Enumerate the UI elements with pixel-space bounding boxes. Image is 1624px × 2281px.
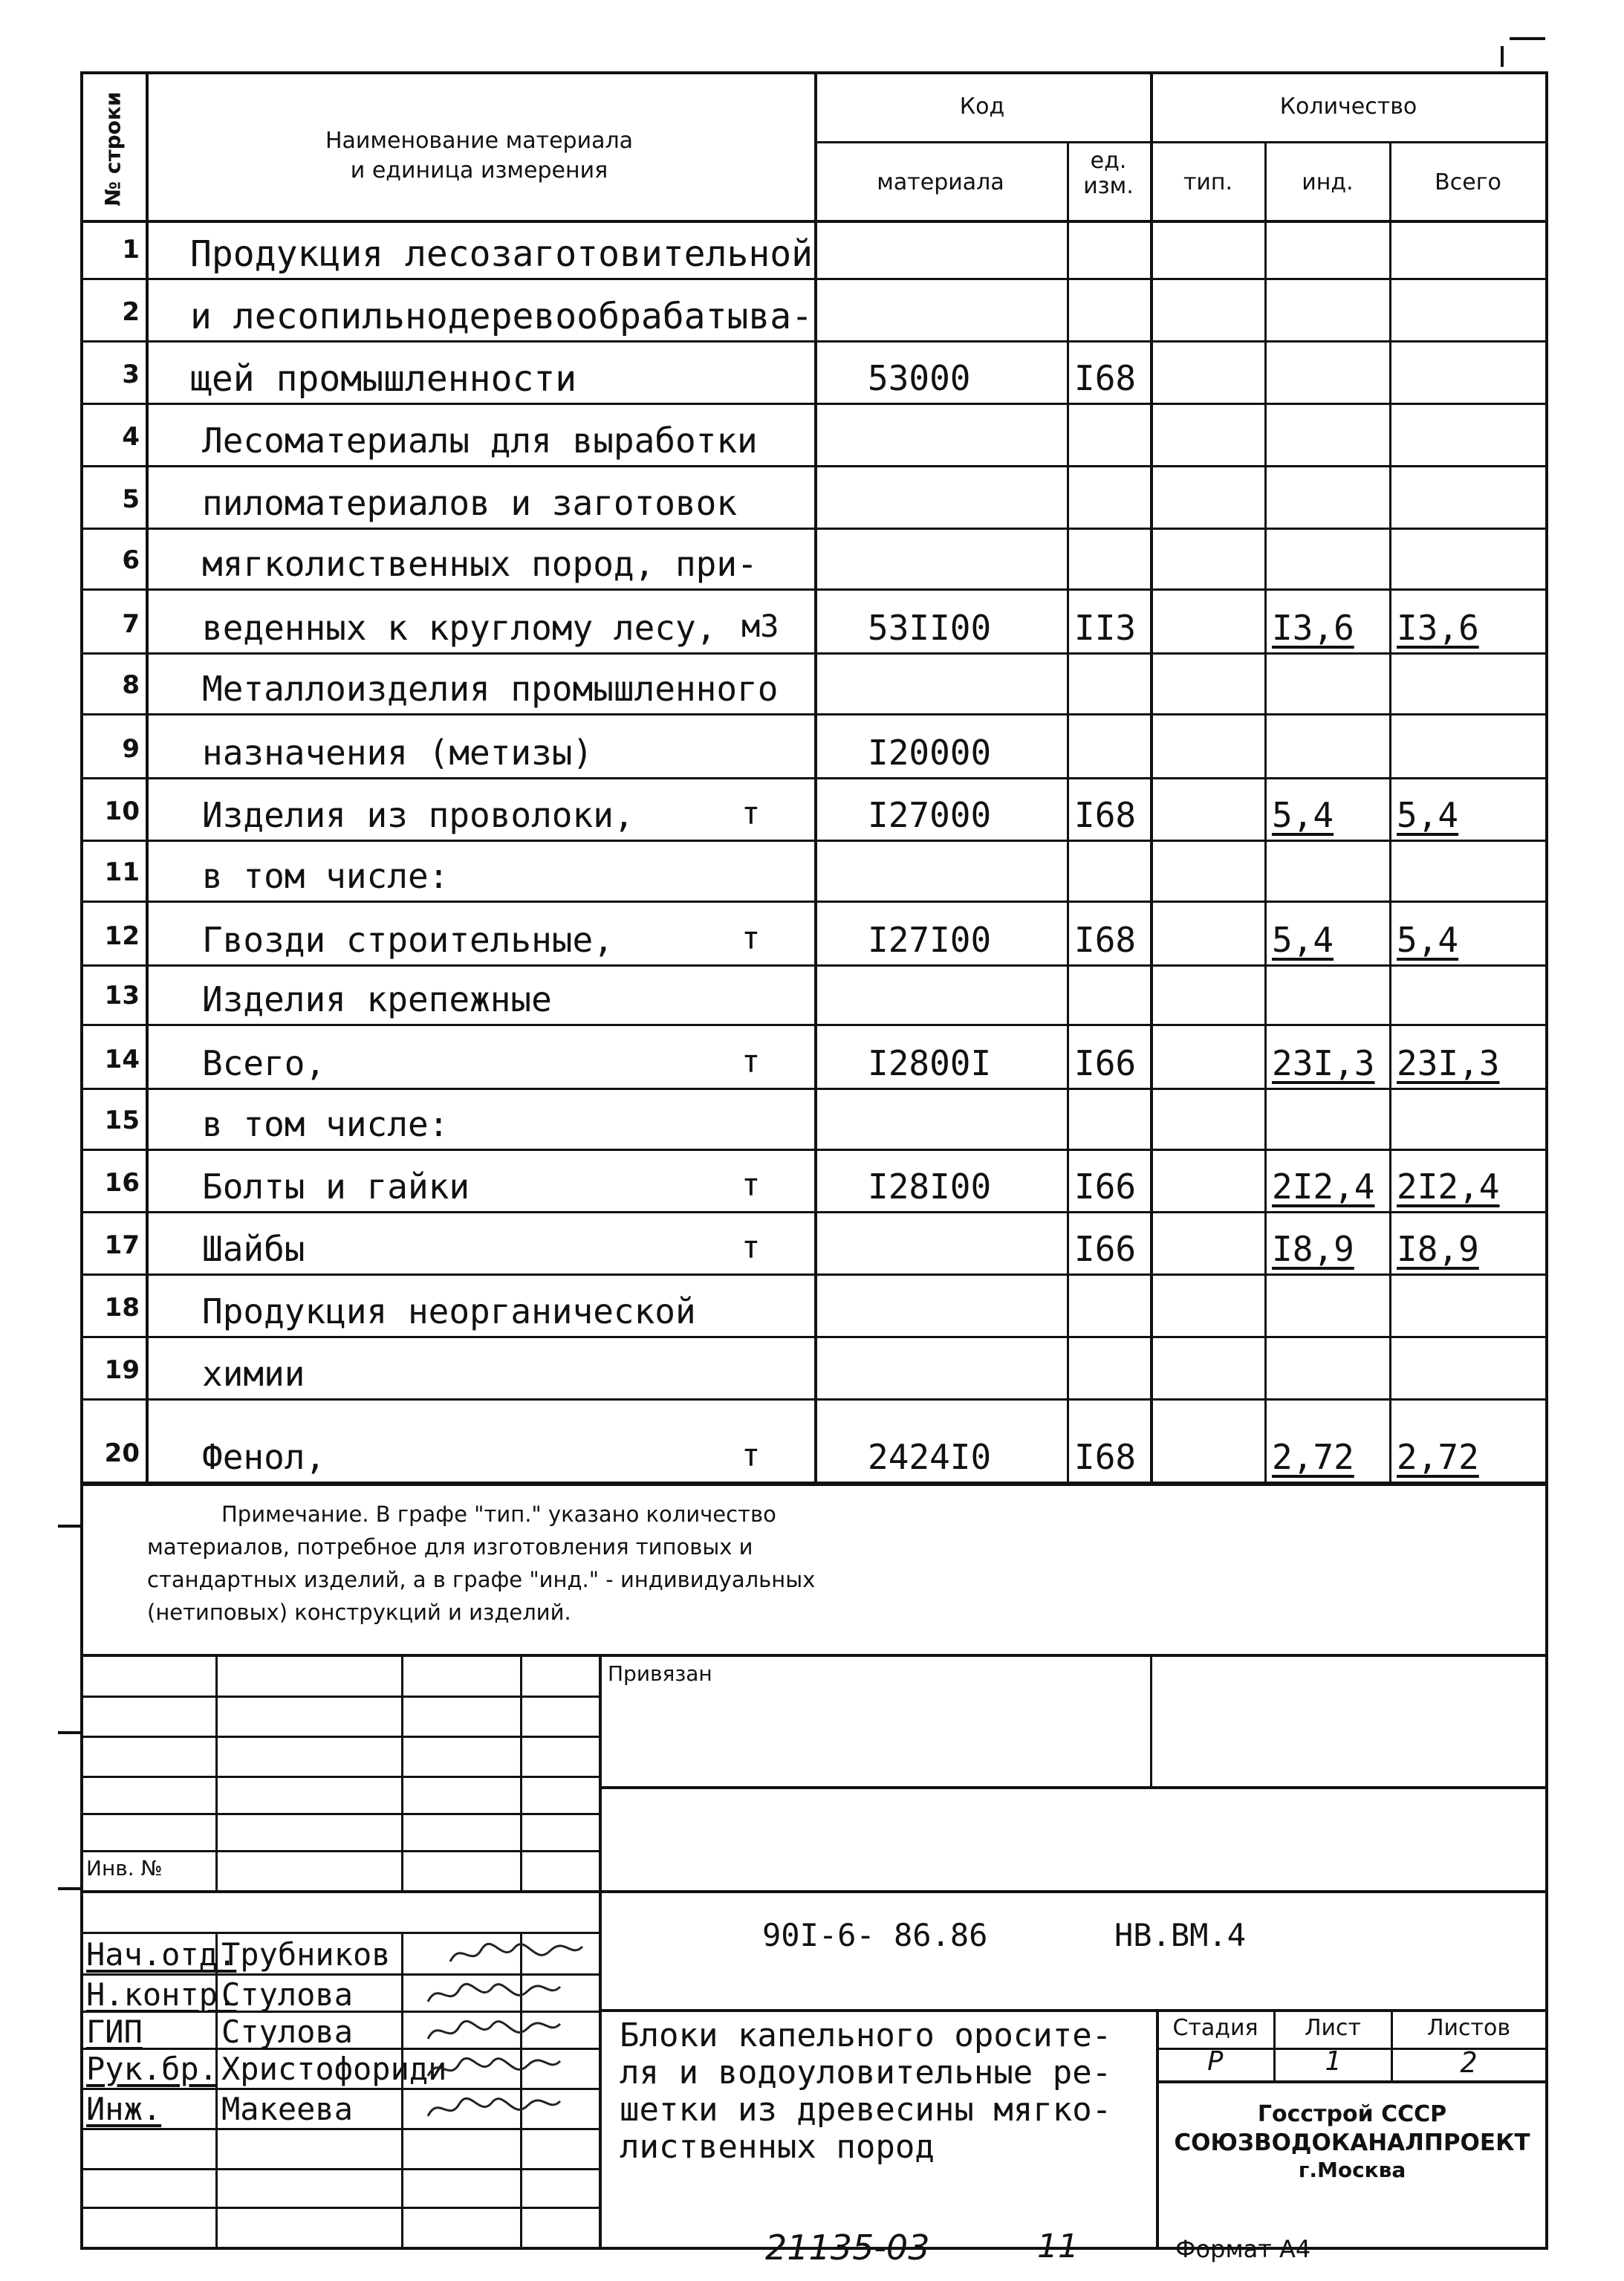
row-number: 13 [104, 981, 140, 1010]
row-number: 20 [104, 1438, 140, 1468]
row-number: 4 [122, 422, 140, 452]
header-code-material: материала [877, 169, 1004, 195]
qty-ind: 2,72 [1272, 1437, 1354, 1477]
unit-code: I68 [1074, 1437, 1137, 1477]
row-number: 14 [104, 1045, 140, 1074]
sheet-label: Лист [1304, 2015, 1362, 2041]
header-qty-typ: тип. [1183, 169, 1233, 195]
signatory-role: ГИП [86, 2014, 143, 2050]
material-name: в том числе: [202, 1104, 449, 1144]
stage-value: Р [1207, 2046, 1224, 2077]
attached-label: Привязан [608, 1661, 712, 1686]
unit-name: т [741, 1167, 761, 1203]
org-line-2: СОЮЗВОДОКАНАЛПРОЕКТ [1174, 2129, 1530, 2156]
row-number: 5 [122, 484, 140, 514]
signatory-name: Стулова [221, 2014, 354, 2050]
signature-scribble [446, 1933, 587, 1975]
material-code: 53000 [868, 358, 971, 398]
unit-code: I66 [1074, 1167, 1137, 1207]
document-code: 90I-6- 86.86 [762, 1917, 988, 1953]
unit-code: II3 [1074, 608, 1137, 648]
org-line-1: Госстрой СССР [1257, 2101, 1447, 2127]
signature-scribble [423, 2048, 565, 2089]
inventory-label: Инв. № [86, 1856, 163, 1881]
header-row-number: № строки [100, 91, 126, 207]
material-name: Продукция неорганической [202, 1291, 696, 1331]
sheet-value: 1 [1325, 2046, 1341, 2077]
qty-total: 5,4 [1397, 920, 1459, 960]
row-number: 10 [104, 796, 140, 826]
document-mark: НВ.ВМ.4 [1114, 1917, 1247, 1953]
row-number: 19 [104, 1355, 140, 1385]
row-number: 7 [122, 609, 140, 639]
qty-total: 2I2,4 [1397, 1167, 1500, 1207]
material-name: Изделия из проволоки, [202, 795, 634, 835]
material-name: Продукция лесозаготовительной [190, 233, 813, 275]
material-name: веденных к круглому лесу, [202, 608, 717, 648]
header-qty-ind: инд. [1302, 169, 1354, 195]
row-number: 1 [122, 235, 140, 265]
row-number: 17 [104, 1230, 140, 1260]
row-number: 12 [104, 921, 140, 951]
footer-format: Формат А4 [1175, 2235, 1311, 2263]
corner-mark [1501, 36, 1545, 67]
row-number: 9 [122, 734, 140, 764]
qty-ind: 5,4 [1272, 795, 1334, 835]
material-name: Шайбы [202, 1229, 305, 1269]
material-code: I2800I [868, 1043, 992, 1083]
material-name: химии [202, 1354, 305, 1394]
header-qty-total: Всего [1435, 169, 1501, 195]
material-name: и лесопильнодеревообрабатыва- [190, 296, 813, 337]
material-code: I28I00 [868, 1167, 992, 1207]
signatory-role: Нач.отд. [86, 1936, 237, 1973]
signatory-role: Н.контр. [86, 1976, 237, 2013]
sheets-label: Листов [1426, 2015, 1511, 2041]
material-name: в том числе: [202, 856, 449, 896]
unit-name: т [741, 1043, 761, 1080]
qty-total: 23I,3 [1397, 1043, 1500, 1083]
signatory-name: Стулова [221, 1976, 354, 2013]
material-code: I27000 [868, 795, 992, 835]
row-number: 16 [104, 1168, 140, 1198]
row-number: 8 [122, 670, 140, 700]
material-name: Болты и гайки [202, 1167, 470, 1207]
unit-code: I68 [1074, 358, 1137, 398]
signatory-name: Трубников [221, 1936, 391, 1973]
signatory-role: Инж. [86, 2091, 162, 2127]
row-number: 2 [122, 297, 140, 327]
material-code: I20000 [868, 733, 992, 773]
row-number: 15 [104, 1106, 140, 1135]
material-name: назначения (метизы) [202, 733, 594, 773]
qty-total: 2,72 [1397, 1437, 1479, 1477]
qty-ind: 2I2,4 [1272, 1167, 1375, 1207]
note-line-1: Примечание. В графе "тип." указано количество [221, 1502, 776, 1527]
row-number: 3 [122, 360, 140, 389]
qty-ind: 5,4 [1272, 920, 1334, 960]
signatory-name: Христофориди [221, 2051, 447, 2087]
row-number: 18 [104, 1293, 140, 1323]
qty-ind: I8,9 [1272, 1229, 1354, 1269]
header-quantity: Количество [1279, 94, 1417, 120]
unit-code: I68 [1074, 795, 1137, 835]
signature-scribble [423, 2088, 565, 2129]
material-name: Металлоизделия промышленного [202, 669, 779, 709]
unit-name: т [741, 920, 761, 956]
material-code: I27I00 [868, 920, 992, 960]
footer-page: 11 [1037, 2228, 1079, 2265]
signatory-role: Рук.бр. [86, 2051, 218, 2087]
material-name: пиломатериалов и заготовок [202, 483, 738, 523]
title-line-2: ля и водоуловительные ре- [620, 2054, 1112, 2092]
qty-total: I3,6 [1397, 608, 1479, 648]
unit-code: I66 [1074, 1043, 1137, 1083]
material-name: Фенол, [202, 1437, 326, 1477]
material-code: 2424I0 [868, 1437, 992, 1477]
org-line-3: г.Москва [1298, 2158, 1406, 2182]
material-code: 53II00 [868, 608, 992, 648]
unit-name: м3 [741, 608, 779, 644]
note-line-2: материалов, потребное для изготовления типовых и [147, 1534, 753, 1560]
header-name: Наименование материала и единица измерения [325, 128, 634, 184]
material-name: Всего, [202, 1043, 326, 1083]
material-name: Гвозди строительные, [202, 920, 614, 960]
row-number: 11 [104, 857, 140, 887]
signature-scribble [423, 1973, 565, 2015]
signatory-name: Макеева [221, 2091, 354, 2127]
qty-total: I8,9 [1397, 1229, 1479, 1269]
material-name: Изделия крепежные [202, 979, 552, 1019]
material-name: Лесоматериалы для выработки [202, 421, 758, 461]
title-line-3: шетки из древесины мягко- [620, 2091, 1112, 2129]
unit-code: I68 [1074, 920, 1137, 960]
note-line-4: (нетиповых) конструкций и изделий. [147, 1600, 571, 1625]
footer-number: 21135-03 [765, 2228, 930, 2268]
qty-total: 5,4 [1397, 795, 1459, 835]
unit-name: т [741, 1437, 761, 1473]
note-line-3: стандартных изделий, а в графе "инд." - индивидуальных [147, 1567, 816, 1592]
title-line-1: Блоки капельного оросите- [620, 2016, 1112, 2054]
unit-code: I66 [1074, 1229, 1137, 1269]
material-name: щей промышленности [190, 358, 577, 400]
unit-name: т [741, 1229, 761, 1265]
unit-name: т [741, 795, 761, 831]
title-line-4: лиственных пород [620, 2128, 935, 2166]
signature-scribble [423, 2011, 565, 2052]
row-number: 6 [122, 545, 140, 575]
header-code: Код [959, 94, 1005, 120]
qty-ind: I3,6 [1272, 608, 1354, 648]
sheets-value: 2 [1460, 2046, 1478, 2079]
material-name: мягколиственных пород, при- [202, 544, 758, 584]
stage-label: Стадия [1172, 2015, 1258, 2041]
qty-ind: 23I,3 [1272, 1043, 1375, 1083]
header-code-unit: ед. изм. [1083, 148, 1134, 199]
